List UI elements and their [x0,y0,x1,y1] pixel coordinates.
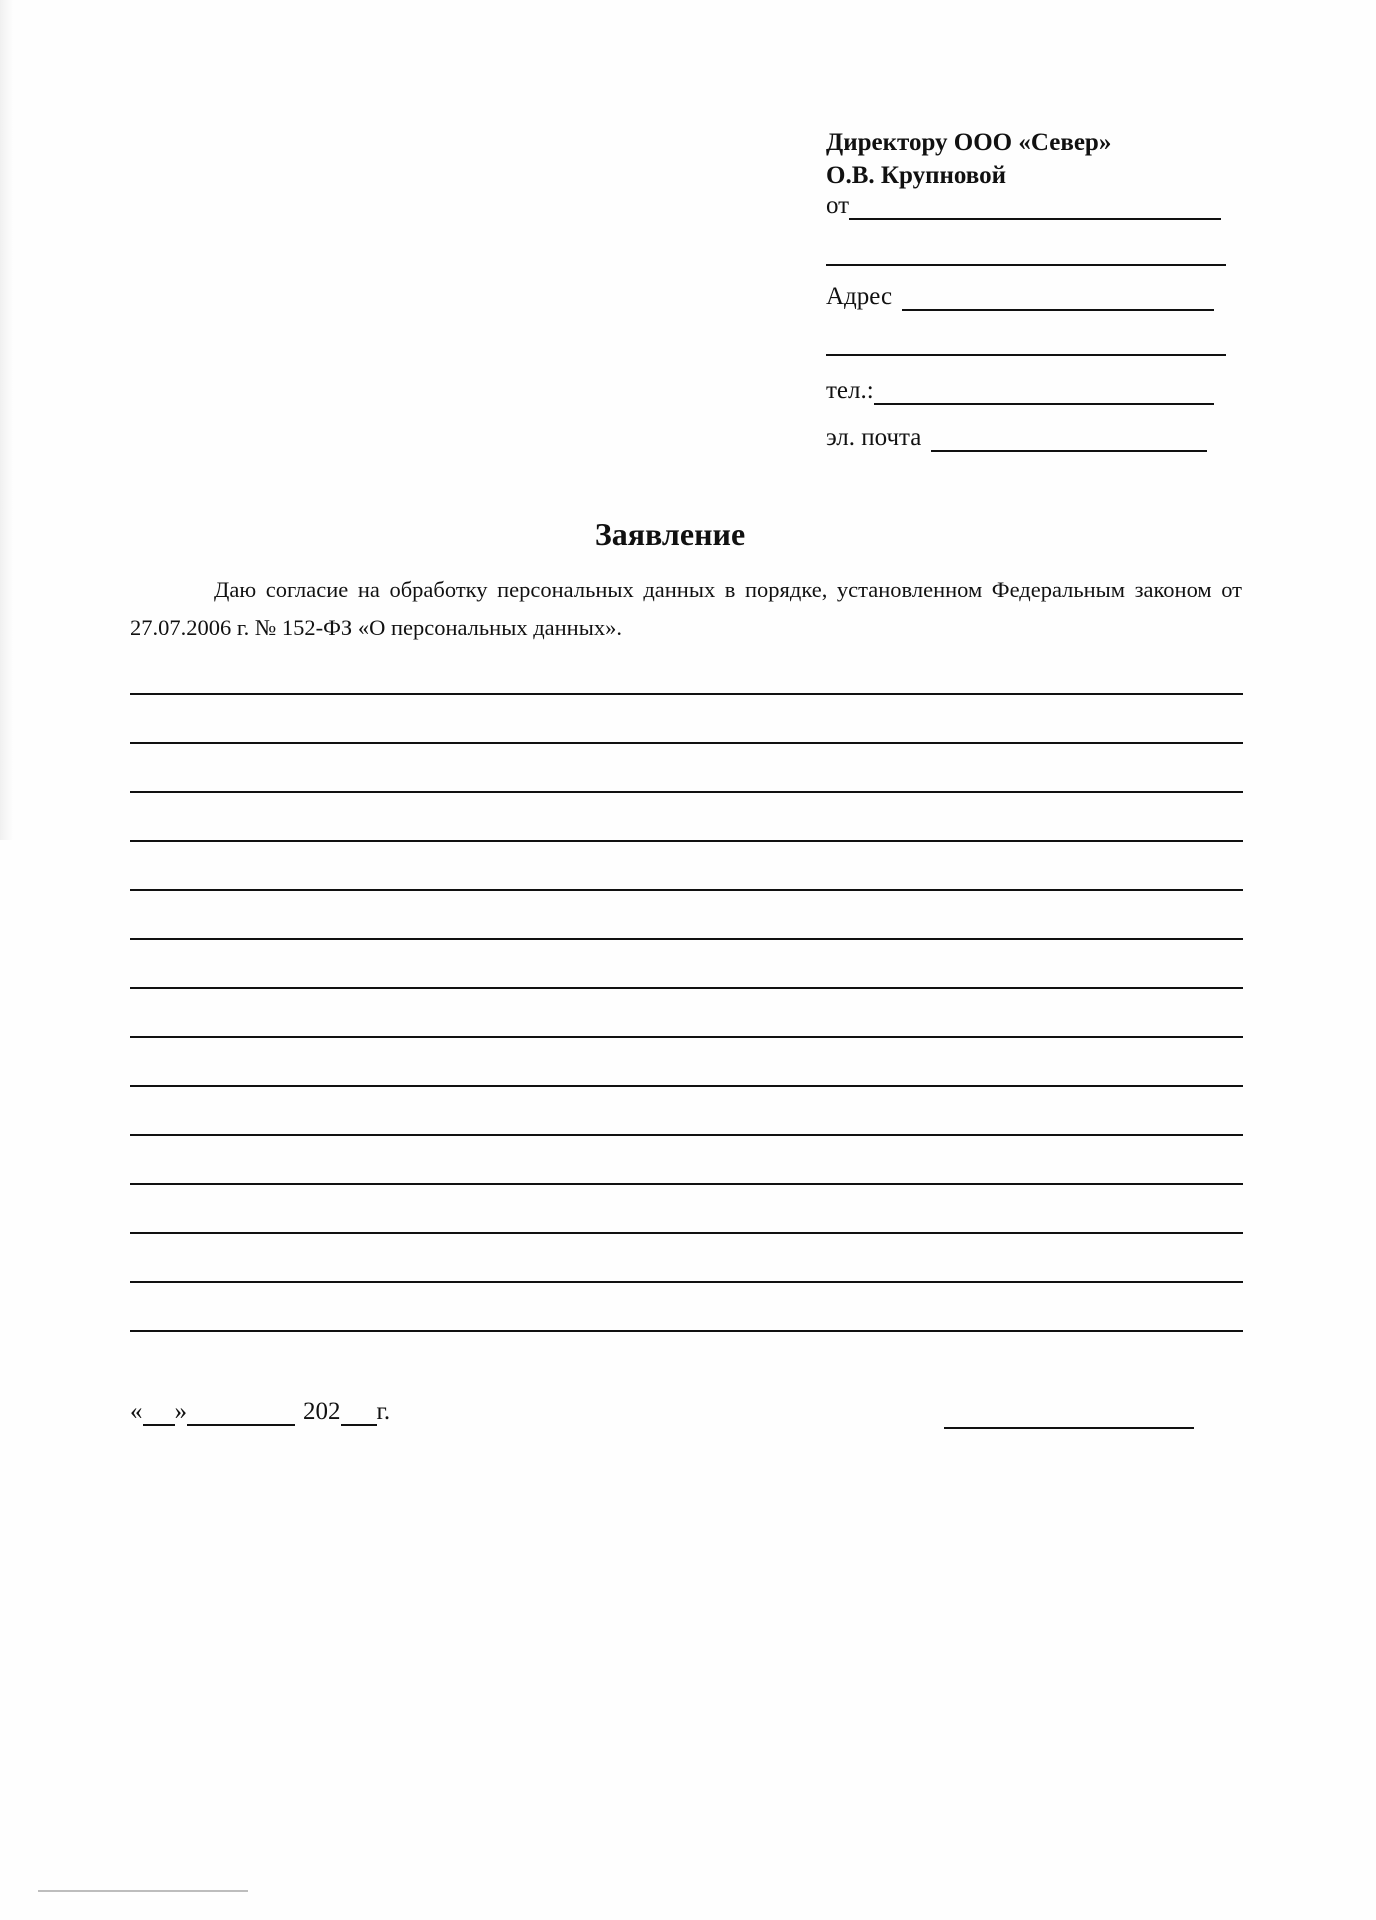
text-line-3[interactable] [130,791,1243,793]
phone-blank-line[interactable] [874,381,1214,405]
date-open-quote: « [130,1398,143,1425]
phone-field[interactable] [826,377,1214,405]
addressee-name: О.В. Крупновой [826,162,1006,189]
text-line-4[interactable] [130,840,1243,842]
document-title [0,516,1376,553]
from-blank-line[interactable] [849,196,1221,220]
year-prefix: 202 [303,1398,341,1425]
year-blank[interactable] [341,1404,377,1426]
text-line-5[interactable] [130,889,1243,891]
text-line-1[interactable] [130,693,1243,695]
text-line-11[interactable] [130,1183,1243,1185]
date-field[interactable] [130,1398,390,1426]
email-blank-line[interactable] [931,428,1207,452]
year-suffix: г. [376,1398,391,1425]
scan-edge-shadow [0,0,14,840]
address-blank-line-2[interactable] [826,332,1226,356]
text-line-6[interactable] [130,938,1243,940]
text-line-10[interactable] [130,1134,1243,1136]
day-blank[interactable] [143,1404,175,1426]
email-label: эл. почта [826,424,922,451]
scan-artifact-line [38,1890,248,1892]
month-blank[interactable] [187,1404,295,1426]
text-line-8[interactable] [130,1036,1243,1038]
phone-label: тел.: [826,377,874,404]
text-line-7[interactable] [130,987,1243,989]
from-field[interactable] [826,192,1221,220]
date-close-quote: » [174,1398,187,1425]
address-label: Адрес [826,283,893,310]
document-title-text: Заявление [594,516,746,552]
text-line-9[interactable] [130,1085,1243,1087]
text-line-12[interactable] [130,1232,1243,1234]
address-field-continuation[interactable] [826,332,1226,356]
text-line-2[interactable] [130,742,1243,744]
from-field-continuation[interactable] [826,242,1226,266]
from-blank-line-2[interactable] [826,242,1226,266]
signature-line[interactable] [944,1427,1194,1429]
from-label: от [826,192,850,219]
text-line-14[interactable] [130,1330,1243,1332]
text-line-13[interactable] [130,1281,1243,1283]
addressee-block [826,126,1246,192]
addressee-title: Директору ООО «Север» [826,129,1112,156]
address-blank-line[interactable] [902,287,1214,311]
address-field[interactable] [826,283,1214,311]
consent-paragraph: Даю согласие на обработку персональных данных в порядке, установленном Федеральным законом от 27.07.2006 г. № 152-ФЗ «О персональных данных». [130,577,1242,640]
email-field[interactable] [826,424,1207,452]
